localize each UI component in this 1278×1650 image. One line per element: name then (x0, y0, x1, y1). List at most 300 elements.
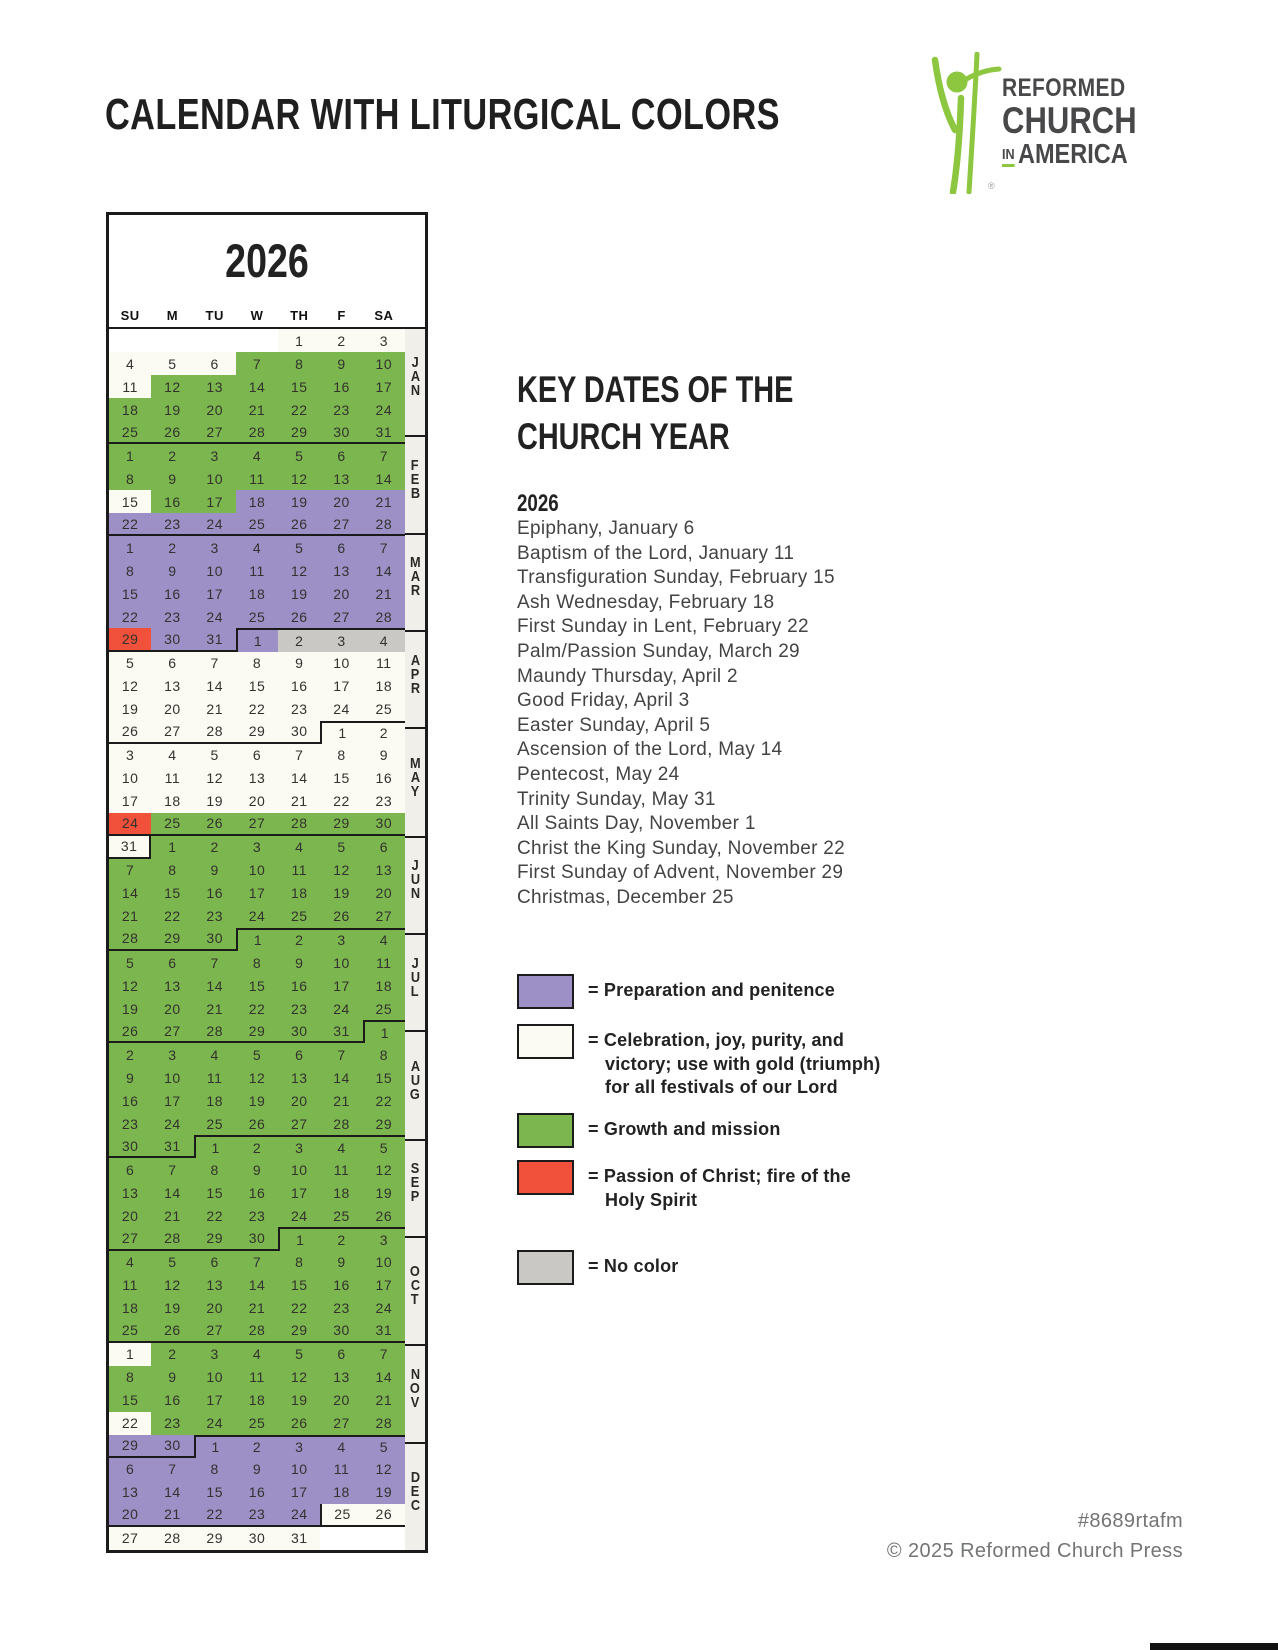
day-cell: 21 (109, 905, 151, 928)
day-cell (236, 329, 278, 352)
day-cell: 25 (194, 1112, 236, 1135)
day-cell: 3 (236, 836, 278, 859)
day-cell: 30 (194, 928, 236, 951)
day-cell: 7 (363, 536, 405, 559)
day-cell: 14 (194, 974, 236, 997)
day-cell: 11 (151, 767, 193, 790)
day-cell: 4 (109, 352, 151, 375)
day-cell: 7 (278, 744, 320, 767)
day-cell: 31 (363, 1320, 405, 1343)
day-cell: 25 (363, 997, 405, 1020)
day-cell: 6 (151, 652, 193, 675)
day-cell: 4 (109, 1251, 151, 1274)
day-cell: 9 (236, 1158, 278, 1181)
day-cell: 7 (363, 1343, 405, 1366)
day-cell: 8 (109, 467, 151, 490)
day-cell: 21 (236, 1297, 278, 1320)
day-cell: 4 (320, 1135, 362, 1158)
day-cell: 28 (109, 928, 151, 951)
day-cell: 28 (194, 721, 236, 744)
day-cell: 6 (109, 1158, 151, 1181)
day-cell: 12 (278, 467, 320, 490)
day-cell: 17 (363, 375, 405, 398)
day-cell: 13 (320, 1366, 362, 1389)
day-cell: 23 (278, 698, 320, 721)
week-row (109, 698, 405, 721)
week-row (109, 1458, 405, 1481)
day-cell: 29 (194, 1227, 236, 1250)
week-row (109, 1343, 405, 1366)
footer-copyright: © 2025 Reformed Church Press (886, 1540, 1183, 1562)
day-cell (109, 329, 151, 352)
day-cell: 6 (320, 536, 362, 559)
week-row (109, 1112, 405, 1135)
week-row (109, 652, 405, 675)
key-date-item: Baptism of the Lord, January 11 (517, 542, 795, 564)
day-cell: 4 (363, 928, 405, 951)
day-cell: 8 (320, 744, 362, 767)
day-cell: 21 (194, 698, 236, 721)
day-cell: 3 (363, 329, 405, 352)
day-cell: 31 (278, 1527, 320, 1550)
week-row (109, 1020, 405, 1043)
key-date-item: Ascension of the Lord, May 14 (517, 739, 783, 761)
day-cell: 9 (363, 744, 405, 767)
day-cell: 11 (363, 951, 405, 974)
legend-label: = Celebration, joy, purity, and victory; use with gold (triumph) for all festivals of our Lord (588, 1030, 881, 1097)
day-cell: 20 (320, 1389, 362, 1412)
day-cell: 10 (363, 1251, 405, 1274)
day-cell: 14 (194, 675, 236, 698)
day-cell: 23 (236, 1204, 278, 1227)
month-label-jan: J A N (410, 354, 420, 400)
corner-print-mark (1150, 1643, 1278, 1650)
day-cell: 1 (151, 836, 193, 859)
day-cell: 19 (151, 398, 193, 421)
day-cell: 16 (194, 882, 236, 905)
day-cell: 28 (363, 1412, 405, 1435)
day-cell: 12 (194, 767, 236, 790)
day-cell: 15 (151, 882, 193, 905)
day-cell: 25 (320, 1504, 362, 1527)
week-row (109, 536, 405, 559)
day-cell: 29 (278, 421, 320, 444)
week-row (109, 1158, 405, 1181)
day-cell: 29 (151, 928, 193, 951)
day-cell: 9 (278, 951, 320, 974)
week-row (109, 1135, 405, 1158)
day-cell: 9 (278, 652, 320, 675)
day-cell: 5 (278, 444, 320, 467)
day-cell: 14 (278, 767, 320, 790)
day-cell: 27 (320, 605, 362, 628)
week-row (109, 928, 405, 951)
day-cell: 27 (109, 1527, 151, 1550)
day-cell: 22 (109, 513, 151, 536)
day-cell: 18 (363, 675, 405, 698)
day-cell: 7 (236, 1251, 278, 1274)
day-cell: 16 (320, 1274, 362, 1297)
day-cell: 12 (151, 375, 193, 398)
month-label-oct: O C T (405, 1236, 425, 1344)
key-date-item: All Saints Day, November 1 (517, 813, 756, 835)
day-cell: 7 (151, 1458, 193, 1481)
day-cell: 6 (194, 1251, 236, 1274)
day-cell: 28 (236, 421, 278, 444)
day-cell: 30 (320, 1320, 362, 1343)
day-cell: 25 (151, 813, 193, 836)
day-cell: 21 (278, 790, 320, 813)
day-cell: 15 (194, 1481, 236, 1504)
day-cell: 12 (363, 1458, 405, 1481)
day-cell: 10 (151, 1066, 193, 1089)
day-cell: 22 (236, 698, 278, 721)
day-cell: 24 (320, 997, 362, 1020)
day-cell: 23 (151, 513, 193, 536)
day-cell: 5 (151, 1251, 193, 1274)
day-cell: 3 (194, 444, 236, 467)
day-cell: 9 (151, 1366, 193, 1389)
key-date-item: Trinity Sunday, May 31 (517, 788, 716, 810)
day-cell: 17 (194, 490, 236, 513)
legend-item-green (517, 1113, 781, 1148)
day-cell: 28 (278, 813, 320, 836)
key-date-item: Transfiguration Sunday, February 15 (517, 567, 835, 589)
week-row (109, 628, 405, 651)
day-header: W (250, 307, 264, 323)
day-cell (363, 1527, 405, 1550)
day-cell: 2 (363, 721, 405, 744)
day-cell: 15 (278, 375, 320, 398)
day-cell: 22 (278, 1297, 320, 1320)
day-cell: 26 (194, 813, 236, 836)
day-cell: 22 (109, 1412, 151, 1435)
day-cell: 17 (320, 675, 362, 698)
day-cell: 3 (278, 1435, 320, 1458)
footer-code: #8689rtafm (1077, 1510, 1183, 1532)
day-cell: 5 (109, 951, 151, 974)
day-cell: 27 (194, 421, 236, 444)
week-row (109, 813, 405, 836)
day-cell: 28 (151, 1527, 193, 1550)
week-row (109, 421, 405, 444)
day-cell: 14 (363, 467, 405, 490)
day-cell: 1 (194, 1435, 236, 1458)
day-cell: 26 (363, 1204, 405, 1227)
day-header: M (166, 307, 179, 323)
day-cell: 13 (236, 767, 278, 790)
key-date-item: Palm/Passion Sunday, March 29 (517, 640, 800, 662)
month-label-jul: J U L (405, 933, 425, 1030)
day-cell: 17 (236, 882, 278, 905)
day-cell: 29 (194, 1527, 236, 1550)
week-row (109, 467, 405, 490)
day-cell: 24 (194, 513, 236, 536)
week-row (109, 1481, 405, 1504)
day-cell: 16 (109, 1089, 151, 1112)
day-cell: 19 (363, 1481, 405, 1504)
day-cell: 18 (320, 1481, 362, 1504)
day-cell: 16 (363, 767, 405, 790)
day-cell: 21 (363, 1389, 405, 1412)
day-cell: 5 (278, 536, 320, 559)
day-cell: 5 (363, 1135, 405, 1158)
day-cell: 14 (363, 559, 405, 582)
day-cell: 19 (151, 1297, 193, 1320)
logo-word-america: AMERICA (1017, 138, 1128, 169)
legend-label: = Growth and mission (588, 1119, 781, 1139)
rca-logo-figure-cross-icon (928, 52, 1002, 194)
day-cell: 23 (151, 605, 193, 628)
day-cell: 13 (194, 375, 236, 398)
rca-logo-text (1002, 74, 1162, 167)
day-cell: 25 (109, 421, 151, 444)
day-cell: 13 (194, 1274, 236, 1297)
month-label-feb: F E B (405, 435, 425, 532)
day-cell: 15 (236, 675, 278, 698)
rca-logo (928, 52, 1158, 194)
day-cell: 6 (151, 951, 193, 974)
day-cell: 18 (109, 398, 151, 421)
week-row (109, 997, 405, 1020)
day-cell: 13 (151, 974, 193, 997)
key-date-item: Ash Wednesday, February 18 (517, 591, 775, 613)
day-cell: 12 (109, 974, 151, 997)
day-cell: 10 (320, 652, 362, 675)
day-cell: 13 (151, 675, 193, 698)
day-cell: 2 (109, 1043, 151, 1066)
day-cell: 5 (278, 1343, 320, 1366)
day-cell: 24 (236, 905, 278, 928)
week-row (109, 767, 405, 790)
day-cell: 17 (194, 1389, 236, 1412)
day-cell: 10 (363, 352, 405, 375)
page-title: CALENDAR WITH LITURGICAL COLORS (105, 90, 780, 139)
day-cell: 15 (363, 1066, 405, 1089)
day-cell: 30 (278, 1020, 320, 1043)
day-header: TU (205, 307, 224, 323)
day-cell: 28 (363, 513, 405, 536)
week-row (109, 1320, 405, 1343)
day-cell: 4 (151, 744, 193, 767)
day-cell: 21 (320, 1089, 362, 1112)
day-cell: 1 (194, 1135, 236, 1158)
legend-swatch-green (517, 1113, 574, 1148)
week-row (109, 1066, 405, 1089)
day-cell: 7 (109, 859, 151, 882)
legend-swatch-purple (517, 974, 574, 1009)
logo-word-in: IN (1002, 146, 1015, 167)
day-cell: 22 (194, 1504, 236, 1527)
day-cell: 7 (151, 1158, 193, 1181)
day-cell: 11 (320, 1458, 362, 1481)
week-row (109, 490, 405, 513)
logo-word-church: CHURCH (1002, 100, 1137, 141)
day-cell: 4 (320, 1435, 362, 1458)
day-cell: 23 (363, 790, 405, 813)
day-cell: 17 (151, 1089, 193, 1112)
day-cell: 8 (236, 951, 278, 974)
day-cell: 3 (320, 628, 362, 651)
week-row (109, 859, 405, 882)
week-row (109, 721, 405, 744)
day-cell: 22 (151, 905, 193, 928)
day-cell: 3 (109, 744, 151, 767)
day-cell: 18 (278, 882, 320, 905)
legend-item-purple (517, 974, 835, 1009)
day-cell: 1 (236, 928, 278, 951)
week-row (109, 1527, 405, 1550)
day-cell: 8 (363, 1043, 405, 1066)
key-date-item: Christ the King Sunday, November 22 (517, 837, 846, 859)
day-cell: 22 (320, 790, 362, 813)
month-label-nov: N O V (405, 1344, 425, 1441)
month-label-jun: J U N (405, 836, 425, 933)
legend-swatch-gray (517, 1250, 574, 1285)
footer (887, 1506, 1183, 1566)
day-cell: 4 (278, 836, 320, 859)
day-cell: 17 (278, 1481, 320, 1504)
day-cell: 31 (109, 836, 151, 859)
legend-swatch-white (517, 1024, 574, 1059)
day-cell: 17 (320, 974, 362, 997)
day-cell: 26 (109, 1020, 151, 1043)
day-cell: 12 (278, 559, 320, 582)
day-cell: 25 (320, 1204, 362, 1227)
day-cell: 2 (151, 444, 193, 467)
key-date-item: Maundy Thursday, April 2 (517, 665, 738, 687)
day-cell: 24 (278, 1504, 320, 1527)
liturgical-calendar (106, 212, 428, 1553)
month-label-aug: A U G (405, 1030, 425, 1138)
day-cell: 24 (278, 1204, 320, 1227)
key-dates-year: 2026 (517, 490, 559, 517)
week-row (109, 329, 405, 352)
week-row (109, 1412, 405, 1435)
key-dates-list (517, 517, 997, 911)
day-cell: 8 (278, 352, 320, 375)
day-cell: 28 (236, 1320, 278, 1343)
month-label-column (405, 329, 425, 1550)
week-row (109, 951, 405, 974)
day-cell: 29 (236, 1020, 278, 1043)
day-cell: 16 (151, 490, 193, 513)
day-header-row (109, 303, 425, 329)
day-cell: 12 (278, 1366, 320, 1389)
day-cell: 8 (151, 859, 193, 882)
day-cell: 7 (194, 951, 236, 974)
day-cell: 27 (194, 1320, 236, 1343)
day-cell: 2 (236, 1435, 278, 1458)
legend-swatch-red (517, 1160, 574, 1195)
day-cell: 3 (151, 1043, 193, 1066)
day-cell: 30 (109, 1135, 151, 1158)
day-cell: 26 (236, 1112, 278, 1135)
legend-label: = Preparation and penitence (588, 980, 835, 1000)
day-cell: 18 (236, 490, 278, 513)
day-cell: 21 (363, 490, 405, 513)
day-cell: 29 (109, 1435, 151, 1458)
day-cell: 26 (151, 1320, 193, 1343)
day-cell: 8 (109, 1366, 151, 1389)
day-cell: 2 (320, 1227, 362, 1250)
day-cell: 15 (278, 1274, 320, 1297)
day-cell: 4 (236, 444, 278, 467)
day-cell: 22 (363, 1089, 405, 1112)
day-cell: 4 (236, 536, 278, 559)
day-cell: 10 (194, 467, 236, 490)
day-cell: 16 (236, 1181, 278, 1204)
day-cell: 1 (363, 1020, 405, 1043)
week-row (109, 398, 405, 421)
day-cell: 9 (151, 467, 193, 490)
day-cell: 24 (363, 1297, 405, 1320)
day-cell: 17 (363, 1274, 405, 1297)
day-cell (151, 329, 193, 352)
day-cell: 4 (194, 1043, 236, 1066)
day-cell: 18 (194, 1089, 236, 1112)
day-cell: 23 (320, 1297, 362, 1320)
day-cell: 18 (109, 1297, 151, 1320)
day-cell: 30 (320, 421, 362, 444)
day-cell: 2 (151, 536, 193, 559)
day-cell: 24 (363, 398, 405, 421)
day-cell: 13 (109, 1481, 151, 1504)
key-date-item: Christmas, December 25 (517, 886, 734, 908)
day-cell: 20 (109, 1204, 151, 1227)
day-cell: 12 (236, 1066, 278, 1089)
day-cell: 12 (363, 1158, 405, 1181)
day-cell: 20 (320, 490, 362, 513)
day-cell: 21 (194, 997, 236, 1020)
week-row (109, 582, 405, 605)
day-cell: 28 (363, 605, 405, 628)
day-cell: 21 (151, 1204, 193, 1227)
day-cell: 23 (109, 1112, 151, 1135)
day-cell: 9 (236, 1458, 278, 1481)
day-cell: 27 (236, 813, 278, 836)
day-cell: 23 (278, 997, 320, 1020)
day-cell: 19 (278, 582, 320, 605)
legend-item-white (517, 1024, 880, 1100)
day-cell: 15 (194, 1181, 236, 1204)
week-row (109, 1274, 405, 1297)
day-cell: 30 (236, 1227, 278, 1250)
day-cell: 7 (236, 352, 278, 375)
day-cell: 25 (236, 605, 278, 628)
day-cell: 30 (236, 1527, 278, 1550)
day-cell: 13 (320, 559, 362, 582)
day-cell: 14 (320, 1066, 362, 1089)
day-cell: 5 (109, 652, 151, 675)
day-cell: 13 (278, 1066, 320, 1089)
day-cell: 15 (320, 767, 362, 790)
week-row (109, 974, 405, 997)
day-cell: 8 (236, 652, 278, 675)
day-header: TH (290, 307, 309, 323)
day-cell: 12 (151, 1274, 193, 1297)
day-cell: 14 (151, 1181, 193, 1204)
day-cell: 24 (109, 813, 151, 836)
day-cell: 7 (320, 1043, 362, 1066)
day-cell: 6 (194, 352, 236, 375)
day-cell: 31 (151, 1135, 193, 1158)
calendar-grid (109, 329, 405, 1550)
logo-word-reformed: REFORMED (1002, 74, 1126, 102)
day-cell: 7 (194, 652, 236, 675)
day-cell: 25 (363, 698, 405, 721)
day-cell: 25 (236, 513, 278, 536)
